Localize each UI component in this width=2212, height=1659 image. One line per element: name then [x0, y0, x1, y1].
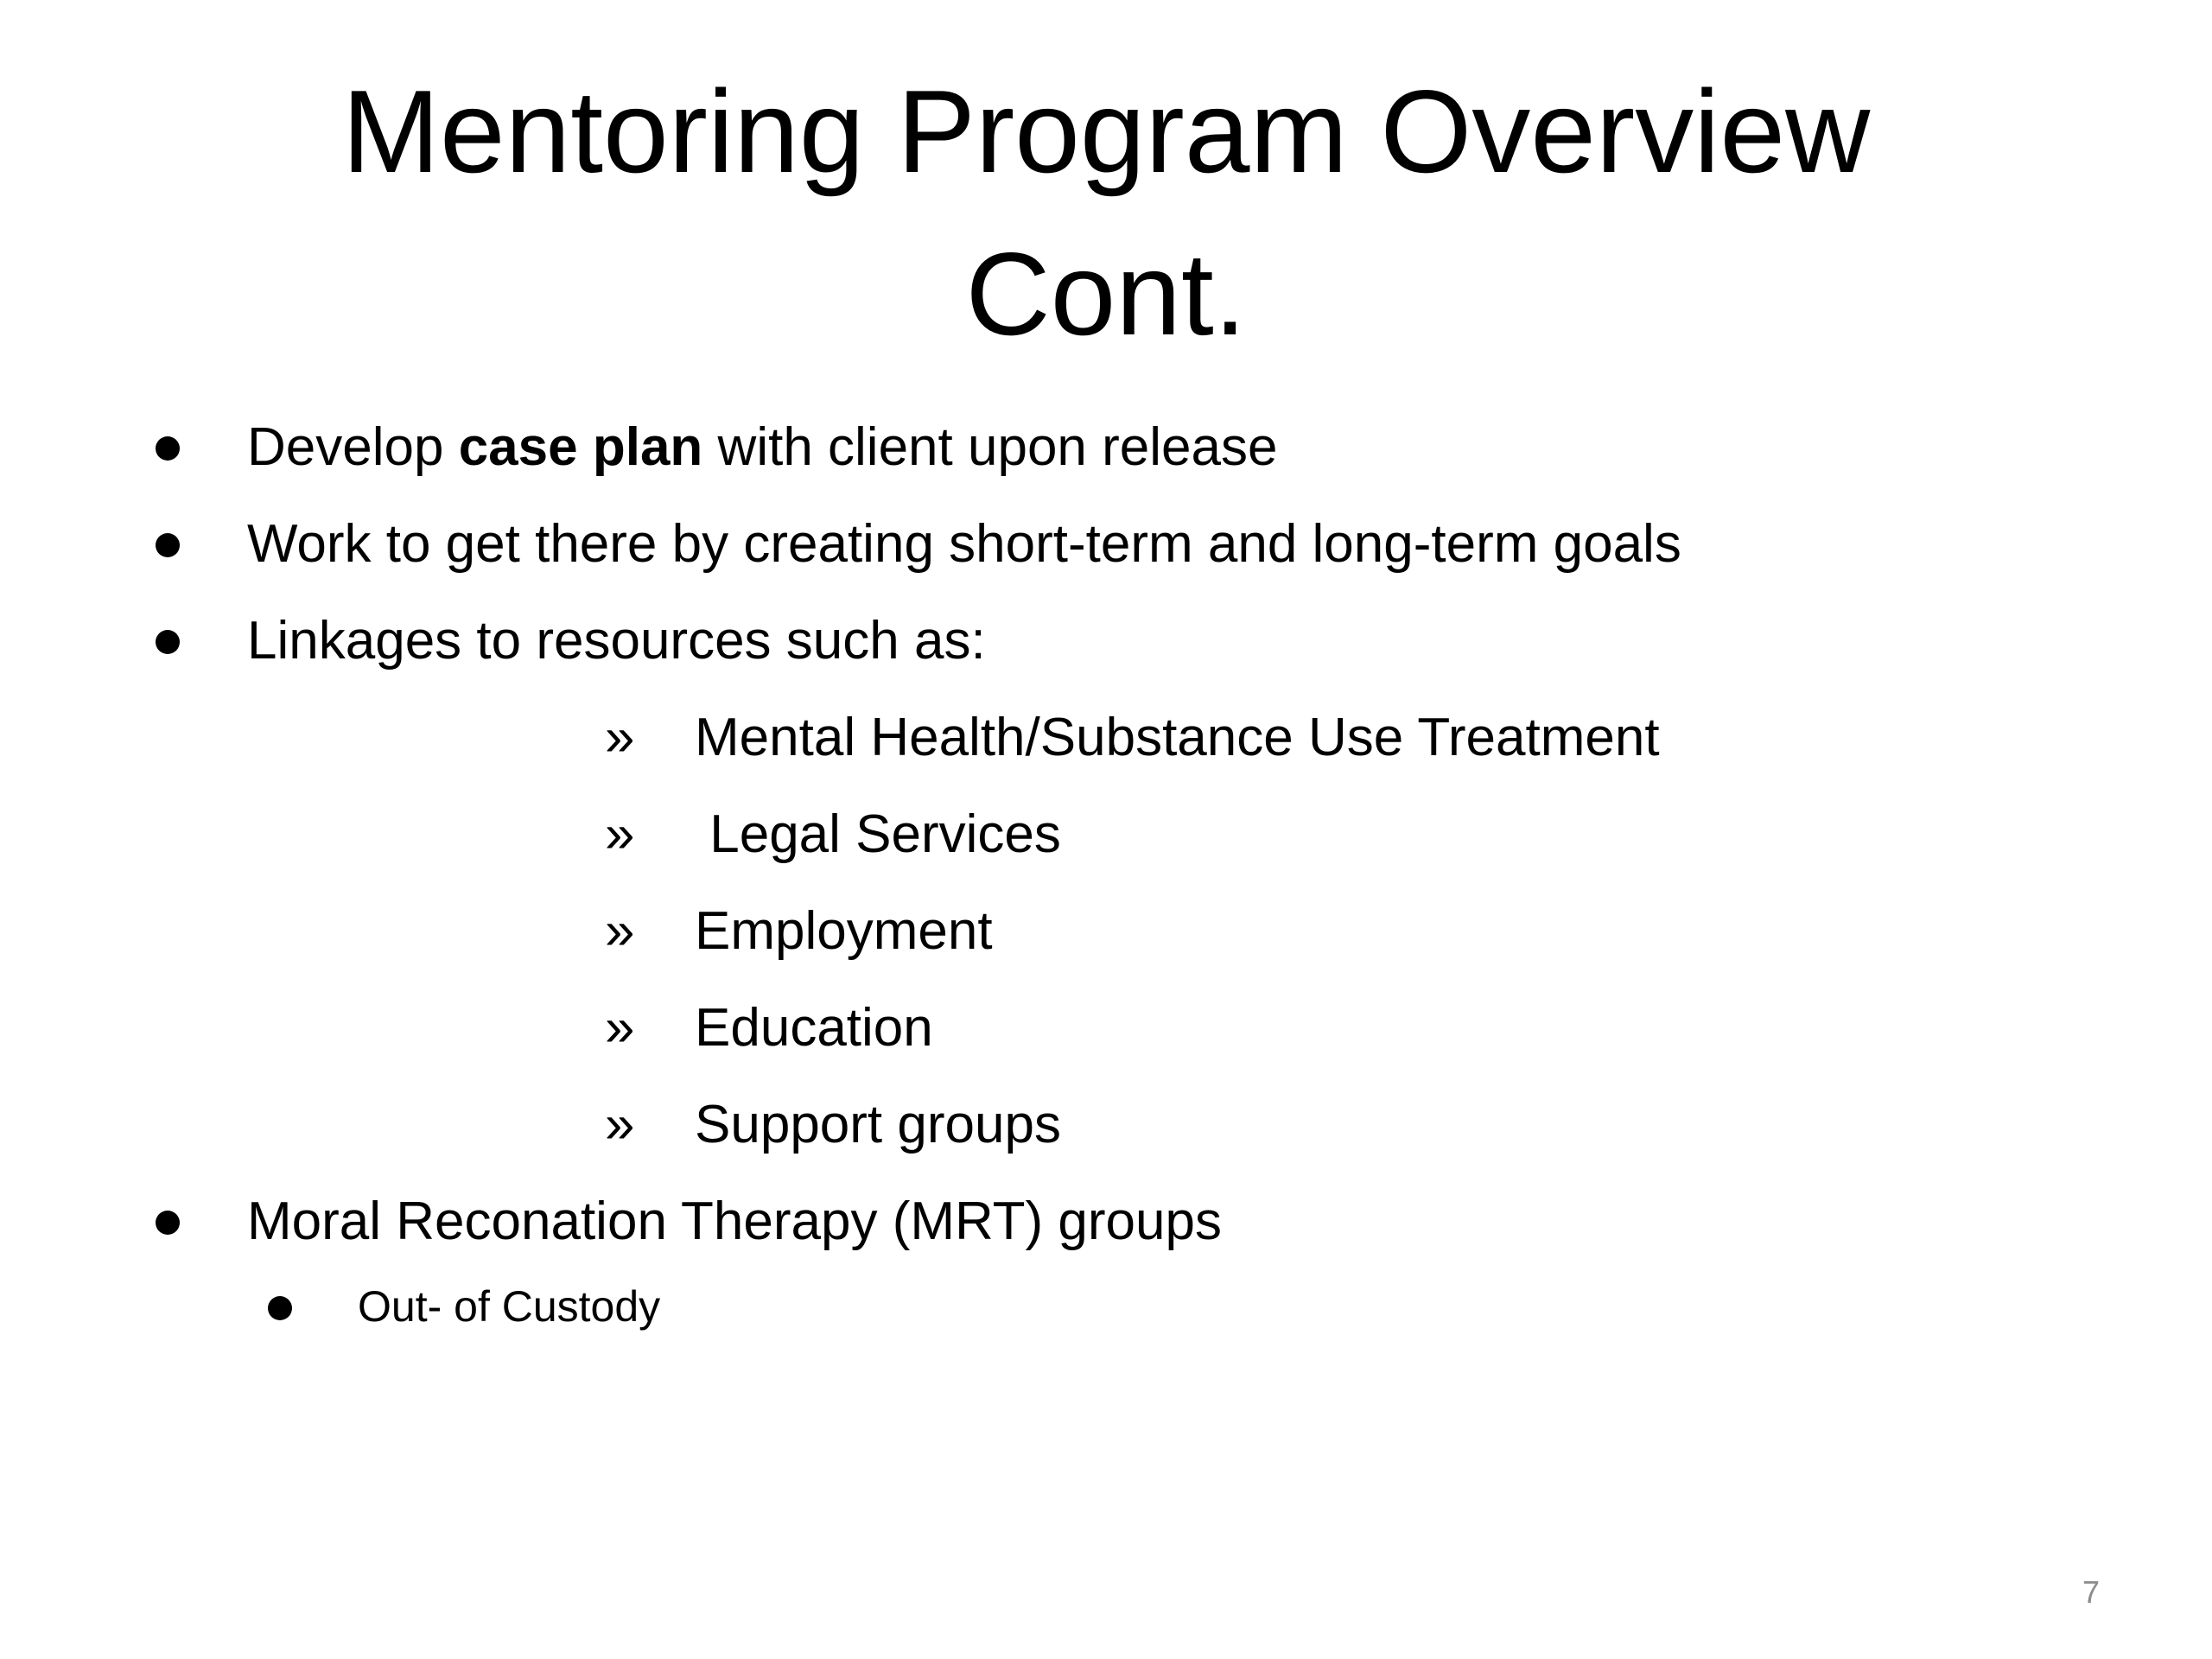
bullet-dot-icon	[268, 1296, 292, 1320]
double-chevron-icon: »	[605, 901, 635, 961]
sub-item-text: Mental Health/Substance Use Treatment	[695, 708, 1660, 767]
bullet-dot-icon	[156, 436, 180, 461]
bullet-dot-icon	[156, 1211, 180, 1235]
double-chevron-icon: »	[605, 804, 635, 864]
title-line-1: Mentoring Program Overview	[341, 66, 1871, 197]
sub-item-text: Legal Services	[695, 804, 1061, 864]
bullet-text-suffix: with client upon release	[702, 417, 1278, 477]
bullet-text-bold: case plan	[458, 417, 703, 477]
double-chevron-icon: »	[605, 998, 635, 1058]
bullet-text: Linkages to resources such as:	[247, 611, 986, 671]
title-line-2: Cont.	[965, 228, 1247, 359]
bullet-text: Out- of Custody	[358, 1282, 661, 1331]
double-chevron-icon: »	[605, 708, 635, 767]
bullet-text: Moral Reconation Therapy (MRT) groups	[247, 1192, 1222, 1251]
sub-item-text: Education	[695, 998, 933, 1058]
double-chevron-icon: »	[605, 1095, 635, 1154]
sub-item-text: Employment	[695, 901, 993, 961]
page-number: 7	[2082, 1574, 2100, 1610]
bullet-dot-icon	[156, 630, 180, 654]
bullet-text: Work to get there by creating short-term and long-term goals	[247, 514, 1681, 574]
bullet-text	[247, 413, 1277, 482]
sub-item-text: Support groups	[695, 1095, 1061, 1154]
slide-title	[0, 50, 2212, 375]
bullet-text-prefix: Develop	[247, 417, 459, 477]
bullet-dot-icon	[156, 533, 180, 557]
